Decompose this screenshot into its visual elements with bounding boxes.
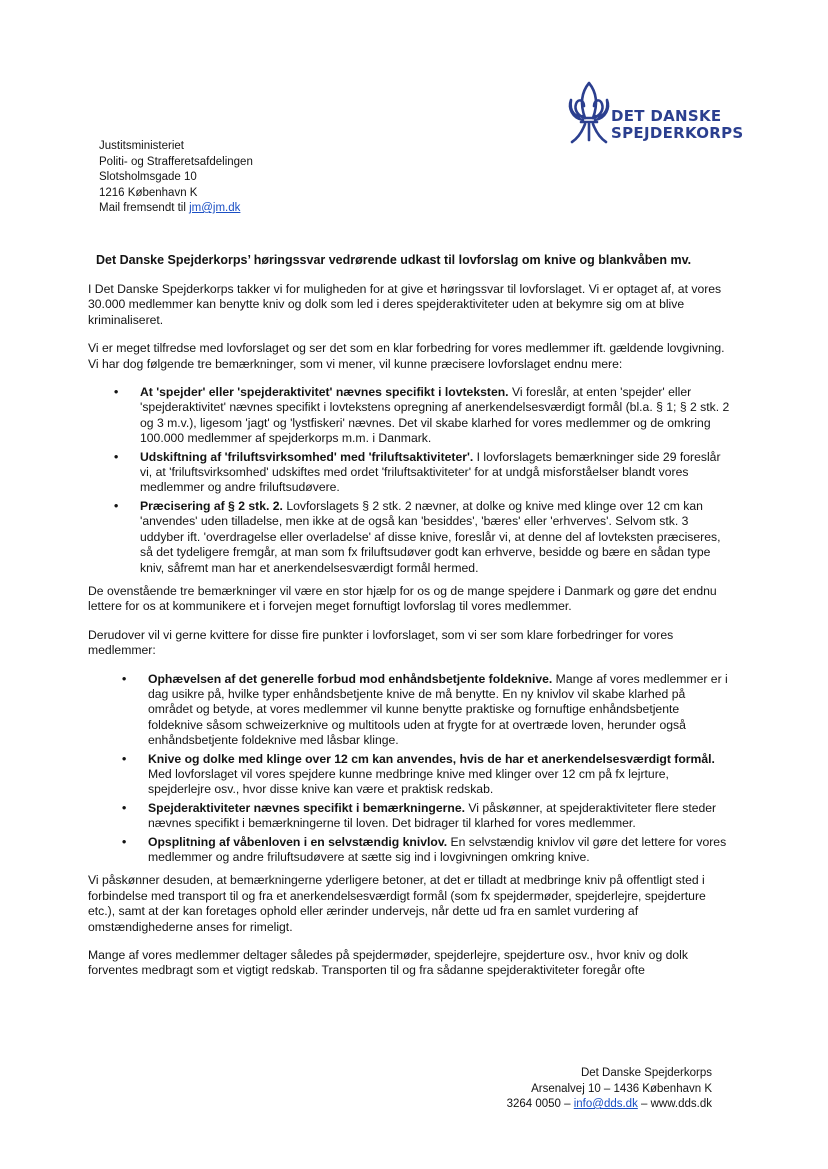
list-item-bold: Ophævelsen af det generelle forbud mod enhåndsbetjente foldeknive. — [148, 671, 553, 686]
list-item-bold: Opsplitning af våbenloven i en selvstændig knivlov. — [148, 834, 448, 849]
recipient-line: 1216 København K — [99, 186, 198, 199]
list-item-text: En selvstændig knivlov vil gøre det lettere for vores medlemmer og andre friluftsudøvere at sætte sig ind i lovgivningen omkring knive. — [148, 834, 727, 864]
logo-line-2: SPEJDERKORPS — [611, 124, 744, 142]
list-item-text: Mange af vores medlemmer er i dag usikre på, hvilke typer enhåndsbetjente knive de må benytte. En ny knivlov vil skabe klarhed på området og betyde, at vores medlemmer vil kunne benytte praktiske og fornuftige enhåndsbetjente foldeknive såsom schweizerknive og multitools uden at frygte for at overtræde loven, herunder også enhåndsbetjente foldeknive med låsbar klinge. — [148, 671, 728, 748]
list-item-text: I lovforslagets bemærkninger side 29 foreslår vi, at 'friluftsvirksomhed' udskiftes med ordet 'friluftsaktiviteter' for at undgå misforståelser blandt vores medlemmer og andre friluftsudøvere. — [140, 449, 721, 495]
list-item-bold: Knive og dolke med klinge over 12 cm kan anvendes, hvis de har et anerkendelsesværdigt formål. — [148, 751, 715, 766]
list-item-text: Vi påskønner, at spejderaktiviteter flere steder nævnes specifikt i bemærkningerne til loven. Det bidrager til klarhed for vores medlemmer. — [148, 800, 717, 831]
list-item-text: Lovforslagets § 2 stk. 2 nævner, at dolke og knive med klinge over 12 cm kan 'anvendes' uden tilladelse, men ikke at de også kan 'besiddes', 'bæres' eller 'erhverves'. Selvom stk. 3 uddyber ift. 'overdragelse eller overladelse' af disse knive, foreslår vi, at denne del af lovteksten præciseres, så det tydeligere fremgår, at man som fx friluftsudøver godt kan erhverve, besidde og bære en sådan type kniv, såfremt man har et anerkendelsesværdigt formål hermed. — [140, 498, 721, 575]
list-item-bold: Spejderaktiviteter nævnes specifikt i bemærkningerne. — [148, 800, 465, 815]
footer-phone: 3264 0050 – — [506, 1098, 574, 1110]
recipient-email-line — [99, 201, 253, 217]
recipient-line: Justitsministeriet — [99, 140, 184, 152]
recipient-line: Politi- og Strafferetsafdelingen — [99, 155, 253, 168]
paragraph-remarks-outro: De ovenstående tre bemærkninger vil være en stor hjælp for os og de mange spejdere i Danmark og gøre det endnu lettere for os at kommunikere et i forvejen meget fornuftigt lovforslag til vores medlemmer. — [88, 583, 717, 614]
document-title: Det Danske Spejderkorps’ høringssvar vedrørende udkast til lovforslag om knive og blankvåben mv. — [96, 253, 692, 267]
fleur-de-lis-icon — [566, 80, 612, 146]
recipient-address — [99, 139, 253, 217]
list-item — [148, 752, 730, 798]
list-item — [140, 385, 730, 447]
paragraph-transport: Vi påskønner desuden, at bemærkningerne yderligere betoner, at det er tilladt at medbringe kniv på offentligt sted i forbindelse med transport til og fra et anerkendelsesværdigt formål (som fx spejdermøder, spejderlejre, spejderture etc.), samt at der kan foretages ophold eller ærinder undervejs, når dette ud fra en samlet vurdering af omstændighederne anses for rimeligt. — [88, 873, 706, 934]
footer-contact — [507, 1066, 712, 1113]
remarks-list — [88, 385, 730, 576]
list-item — [148, 835, 730, 866]
paragraph-remarks-intro: Vi er meget tilfredse med lovforslaget og ser det som en klar forbedring for vores medlemmer ift. gældende lovgivning. Vi har dog følgende tre bemærkninger, som vi mener, vil kunne præcisere lovforslaget endnu mere: — [88, 341, 725, 371]
dds-logo — [566, 80, 766, 150]
paragraph-intro: I Det Danske Spejderkorps takker vi for muligheden for at give et høringssvar til lovforslaget. Vi er optaget af, at vores 30.000 medlemmer kan benytte kniv og dolk som led i deres spejderaktiviteter uden at bekymre sig om at blive kriminaliseret. — [88, 282, 722, 327]
list-item — [148, 672, 730, 749]
logo-line-1: DET DANSKE — [611, 107, 722, 125]
list-item-text: Med lovforslaget vil vores spejdere kunne medbringe knive med klinger over 12 cm på fx lejrture, spejderlejre osv., hvor disse knive kan være et praktisk redskab. — [148, 766, 669, 797]
list-item — [140, 450, 730, 496]
footer-org: Det Danske Spejderkorps — [580, 1067, 712, 1079]
logo-wordmark — [611, 108, 744, 142]
recipient-line: Slotsholmsgade 10 — [99, 171, 197, 183]
list-item-text: Vi foreslår, at enten 'spejder' eller 'spejderaktivitet' nævnes specifikt i lovtekstens opregning af anerkendelsesværdigt formål (bl.a. § 1; § 2 stk. 2 og 3 m.v.), ligesom 'jagt' og 'lystfiskeri' nævnes. Det vil skabe klarhed for vores medlemmer og de omkring 100.000 medlemmer af spejderkorps m.m. i Danmark. — [140, 385, 730, 446]
footer-email-link[interactable]: info@dds.dk — [573, 1098, 638, 1110]
paragraph-members: Mange af vores medlemmer deltager således på spejdermøder, spejderlejre, spejderture osv., hvor kniv og dolk forventes medbragt som et vigtigt redskab. Transporten til og fra sådanne spejderaktiviteter foregår ofte — [88, 948, 688, 978]
points-list — [88, 672, 730, 866]
list-item-bold: Udskiftning af 'friluftsvirksomhed' med 'friluftsaktiviteter'. — [140, 449, 474, 464]
list-item — [148, 801, 730, 832]
document-body — [88, 282, 730, 992]
list-item-bold: At 'spejder' eller 'spejderaktivitet' nævnes specifikt i lovteksten. — [140, 385, 509, 400]
paragraph-points-intro: Derudover vil vi gerne kvittere for disse fire punkter i lovforslaget, som vi ser som klare forbedringer for vores medlemmer: — [88, 627, 674, 658]
list-item — [140, 499, 730, 576]
footer-address: Arsenalvej 10 – 1436 København K — [531, 1082, 712, 1095]
footer-contact-line — [507, 1097, 712, 1113]
recipient-email-link[interactable]: jm@jm.dk — [189, 202, 241, 214]
list-item-bold: Præcisering af § 2 stk. 2. — [140, 498, 283, 513]
recipient-email-prefix: Mail fremsendt til — [99, 202, 190, 214]
footer-web: – www.dds.dk — [637, 1098, 712, 1110]
